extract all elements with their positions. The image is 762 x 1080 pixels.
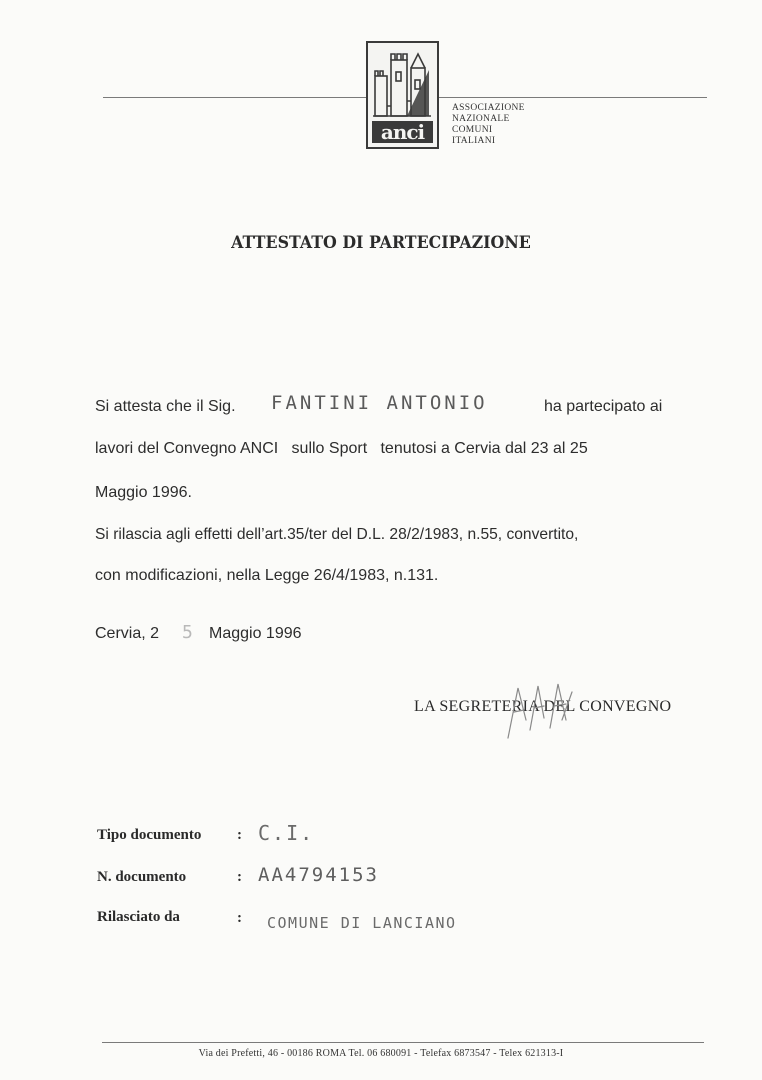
- association-line: COMUNI: [452, 125, 493, 135]
- anci-logo: [366, 41, 439, 149]
- doc-type-value: C.I.: [258, 821, 315, 845]
- body-line-3: Maggio 1996.: [95, 484, 192, 501]
- castle-icon: [371, 46, 434, 122]
- place-date-prefix: Cervia, 2: [95, 625, 160, 642]
- issued-by-value: COMUNE DI LANCIANO: [267, 914, 457, 932]
- line1-suffix: ha partecipato ai: [544, 398, 663, 415]
- doc-number-value: AA4794153: [258, 864, 379, 886]
- issued-by-label: Rilasciato da: [97, 909, 180, 925]
- body-line-5: con modificazioni, nella Legge 26/4/1983, n.131.: [95, 567, 439, 584]
- participant-name-handwritten: FANTINI ANTONIO: [271, 392, 488, 414]
- body-line-2: lavori del Convegno ANCI sullo Sport tenutosi a Cervia dal 23 al 25: [95, 440, 588, 457]
- association-name: [452, 103, 525, 147]
- doc-type-colon: :: [237, 827, 242, 843]
- body-line-4: Si rilascia agli effetti dell’art.35/ter del D.L. 28/2/1983, n.55, convertito,: [95, 526, 579, 543]
- footer-address: Via dei Prefetti, 46 - 00186 ROMA Tel. 06 680091 - Telefax 6873547 - Telex 621313-I: [198, 1048, 564, 1059]
- footer-rule: [102, 1042, 704, 1043]
- body-line-1: [95, 398, 236, 416]
- association-line: ASSOCIAZIONE: [452, 103, 525, 113]
- doc-type-label: Tipo documento: [97, 827, 202, 843]
- document-title: ATTESTATO DI PARTECIPAZIONE: [231, 233, 531, 253]
- association-line: ITALIANI: [452, 136, 496, 146]
- signature-label: LA SEGRETERIA DEL CONVEGNO: [414, 698, 672, 715]
- issued-by-colon: :: [237, 910, 242, 926]
- logo-wordmark: anci: [372, 121, 433, 143]
- place-date-suffix: Maggio 1996: [209, 625, 302, 642]
- handwritten-day-digit: 5: [182, 622, 195, 643]
- place-date: [95, 625, 159, 643]
- doc-number-label: N. documento: [97, 869, 187, 885]
- association-line: NAZIONALE: [452, 114, 510, 124]
- handwritten-signature: [500, 680, 590, 742]
- line1-prefix: Si attesta che il Sig.: [95, 398, 236, 415]
- doc-number-colon: :: [237, 869, 242, 885]
